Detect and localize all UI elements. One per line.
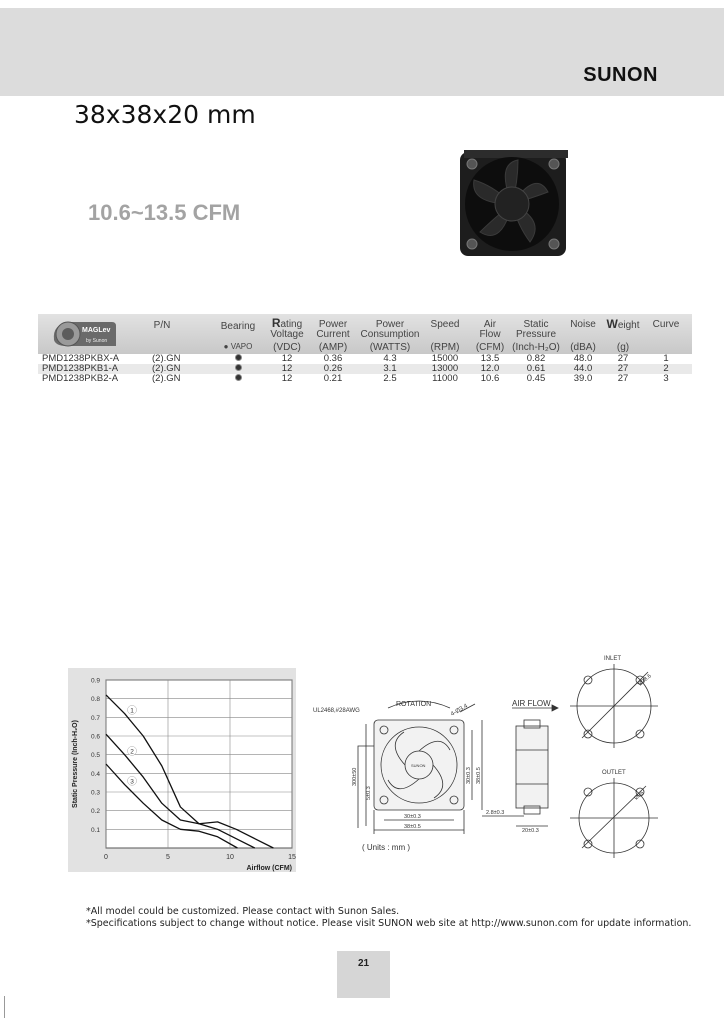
cell-current: 0.36 [323,353,343,364]
bearing-dot-icon [216,374,260,384]
header-pressure-line1: Static [523,319,549,330]
header-pressure-line2: Pressure [515,329,556,340]
cell-speed: 15000 [431,353,459,364]
spec-table-header [38,314,692,354]
table-row [38,374,692,384]
header-voltage [264,318,310,340]
header-bearing-sub: ● VAPO [223,342,253,351]
header-noise-unit: (dBA) [570,342,596,353]
header-noise: Noise [570,319,596,330]
header-pressure [512,320,560,340]
cell-code: (2).GN [152,363,181,374]
bearing-dot-icon [216,364,260,374]
y-tick-label: 0.6 [90,733,100,741]
plot-area [106,680,292,848]
cell-watts: 2.5 [383,373,397,384]
cell-airflow: 12.0 [480,363,500,374]
header-airflow-line2: Flow [479,329,501,340]
cell-weight: 27 [617,363,629,374]
series-label-2: 2 [130,748,134,756]
header-consumption [356,320,424,340]
cell-airflow: 13.5 [480,353,500,364]
cell-pn: PMD1238PKB2-A [42,373,119,384]
cell-curve: 2 [663,363,669,374]
header-current-unit: (AMP) [318,342,348,353]
side-view [482,705,558,826]
performance-chart-panel [68,668,296,872]
header-bearing: Bearing [220,321,256,332]
margin-mark [4,996,5,1018]
hole-pitch-horizontal-label: 30±0.3 [404,814,421,820]
header-weight-initial: W [606,317,618,331]
cell-code: (2).GN [152,373,181,384]
header-voltage-initial: R [271,316,281,330]
header-weight [602,319,644,331]
cell-pn: PMD1238PKBX-A [42,353,120,364]
size-vertical-label: 38±0.5 [476,767,482,784]
cell-pressure: 0.82 [526,353,546,364]
spec-table [38,314,692,384]
airflow-direction-label: AIR FLOW [512,699,551,708]
table-row [38,364,692,374]
cell-current: 0.26 [323,363,343,374]
hub-label: SUNON [411,763,426,768]
y-tick-label: 0.7 [90,714,100,722]
x-tick-label: 0 [104,854,108,861]
outlet-diameter-label: Ø36 [633,790,646,802]
performance-chart [68,668,296,872]
hole-label: 4-Ø3.4 [450,703,469,718]
cell-speed: 13000 [431,363,459,374]
cell-speed: 11000 [432,373,458,384]
header-pn: P/N [153,320,171,331]
offset-label: 2.8±0.3 [486,810,505,816]
maglev-logo-text: MAGLev [82,327,111,334]
cell-current: 0.21 [323,373,343,384]
x-axis-label: Airflow (CFM) [246,865,292,872]
hole-pitch-vertical-label: 30±0.3 [466,767,472,784]
page-number: 21 [357,958,370,969]
header-voltage-line2: Voltage [270,329,304,340]
y-tick-label: 0.5 [90,752,100,760]
header-speed: Speed [430,319,460,330]
outlet-view [570,778,658,858]
depth-label: 20±0.3 [522,828,539,834]
header-current [310,320,356,340]
spec-table-body [38,354,692,384]
header-airflow-unit: (CFM) [475,342,505,353]
cell-code: (2).GN [152,353,181,364]
footnote-specifications: *Specifications subject to change without notice. Please visit SUNON web site at http://www.sunon.com for update information. [86,918,692,929]
header-weight-rest: eight [617,320,640,331]
lead-length-label: 300±50 [352,767,358,786]
product-size-title: 38x38x20 mm [74,100,256,129]
cell-watts: 3.1 [383,363,397,374]
inlet-diameter-label: Ø38.6 [637,673,653,688]
cell-pressure: 0.61 [526,363,546,374]
header-curve: Curve [652,319,680,330]
brand-logo: SUNON [583,64,658,86]
header-current-line2: Current [316,329,350,340]
cell-weight: 27 [617,353,629,364]
cell-noise: 39.0 [573,373,593,384]
cell-pressure: 0.45 [526,373,546,384]
header-current-line1: Power [318,319,348,330]
header-voltage-rest: ating [280,319,303,330]
maglev-logo [48,318,118,350]
cell-noise: 44.0 [573,363,593,374]
series-label-1: 1 [130,707,134,715]
cell-pn: PMD1238PKB1-A [42,363,119,374]
table-row [38,354,692,364]
header-airflow [470,320,510,340]
header-consumption-line2: Consumption [360,329,420,340]
y-tick-label: 0.3 [90,789,100,797]
y-axis-label: Static Pressure (Inch-H₂O) [72,720,79,808]
x-tick-label: 10 [226,854,234,861]
cell-noise: 48.0 [573,353,593,364]
x-tick-label: 5 [166,854,170,861]
strip-length-label: 5±0.3 [366,786,372,800]
cell-airflow: 10.6 [480,373,500,384]
rotation-label: ROTATION [396,701,432,708]
header-pressure-unit: (Inch-H₂O) [512,342,560,353]
header-consumption-unit: (WATTS) [369,342,411,353]
fan-photo [452,146,572,261]
maglev-logo-sub: by Sunon [86,338,108,344]
header-consumption-line1: Power [375,319,405,330]
cfm-range: 10.6~13.5 CFM [88,200,241,225]
header-weight-unit: (g) [616,342,630,353]
cell-voltage: 12 [281,373,293,384]
y-tick-label: 0.9 [90,677,100,685]
cell-voltage: 12 [281,353,293,364]
header-speed-unit: (RPM) [430,342,460,353]
cell-curve: 3 [663,373,669,384]
cell-voltage: 12 [281,363,293,374]
series-label-3: 3 [130,778,134,786]
cell-curve: 1 [663,353,669,364]
header-airflow-line1: Air [483,319,497,330]
mechanical-drawing [300,650,670,880]
size-horizontal-label: 38±0.5 [404,824,421,830]
bearing-dot-icon [216,354,260,364]
y-tick-label: 0.8 [90,696,100,704]
footnotes [86,906,691,930]
y-tick-label: 0.1 [90,826,100,834]
cell-weight: 27 [617,373,629,384]
header-voltage-unit: (VDC) [273,342,301,353]
y-tick-label: 0.4 [90,770,100,778]
cell-watts: 4.3 [383,353,397,364]
x-tick-label: 15 [288,854,296,861]
footnote-customization: *All model could be customized. Please contact with Sunon Sales. [86,906,400,917]
units-label: ( Units : mm ) [362,843,410,852]
wire-spec-label: UL2468,#28AWG [313,708,360,714]
outlet-label: OUTLET [602,770,626,776]
page-number-box [337,951,390,998]
inlet-label: INLET [604,656,622,662]
y-tick-label: 0.2 [90,808,100,816]
